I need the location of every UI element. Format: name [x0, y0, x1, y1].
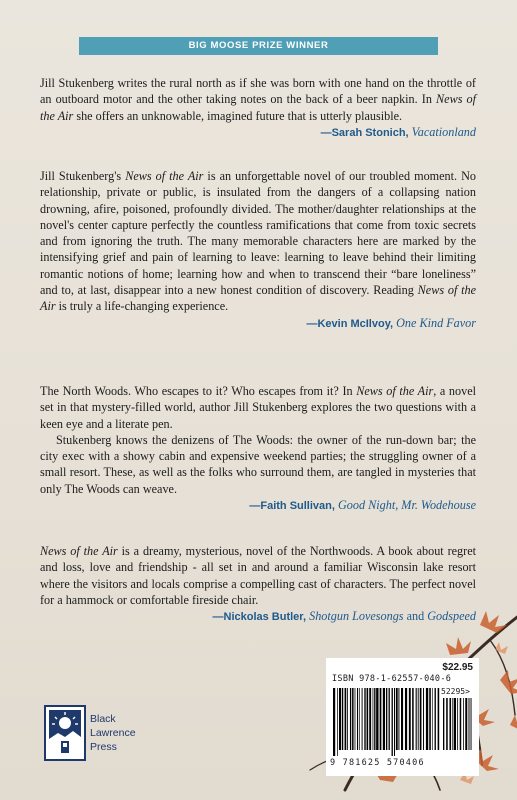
- blurb-sullivan: [40, 383, 476, 514]
- blurb-text-post: , a novel set in that mystery-filled world, author Jill Stukenberg explores the two questions with a keen eye and a literate pen.: [40, 384, 476, 431]
- attribution-author: —Sarah Stonich,: [320, 126, 412, 139]
- barcode-bar: [380, 688, 382, 750]
- barcode-bar: [350, 688, 351, 750]
- barcode-bar: [359, 688, 360, 750]
- barcode-bar: [454, 698, 456, 750]
- barcode-bar: [364, 688, 365, 750]
- barcode-bar: [423, 688, 424, 750]
- attribution-source: Vacationland: [411, 124, 476, 139]
- barcode-bar: [405, 688, 407, 750]
- blurb-stonich: [40, 75, 476, 141]
- book-title: News of the Air: [125, 169, 204, 183]
- barcode-bar: [394, 688, 395, 756]
- barcode-bar: [373, 688, 374, 750]
- barcode-bar: [383, 688, 385, 750]
- barcode-bar: [352, 688, 353, 750]
- addon-barcode: [442, 698, 474, 756]
- blurb-text-post: she offers an unknowable, imagined future that is utterly plausible.: [73, 108, 403, 123]
- barcode-bar: [469, 698, 470, 750]
- barcode-bar: [412, 688, 414, 750]
- barcode-bar: [409, 688, 411, 750]
- barcode-bar: [443, 698, 444, 750]
- barcode-bar: [429, 688, 431, 750]
- attribution-author: —Nickolas Butler,: [212, 611, 310, 624]
- barcode-bar: [460, 698, 462, 750]
- blurb-text-post: is truly a life-changing experience.: [55, 299, 229, 314]
- blurb-mcilvoy: [40, 168, 476, 332]
- blurb-text: [40, 168, 476, 315]
- price: $22.95: [442, 662, 473, 673]
- publisher-line-3: Press: [90, 741, 117, 753]
- price-addon-number: 52295>: [441, 687, 470, 696]
- barcode-bar: [342, 688, 343, 750]
- barcode-bar: [432, 688, 433, 750]
- barcode-bar: [446, 698, 448, 750]
- attribution-and: and: [403, 609, 428, 624]
- barcode-bar: [339, 688, 341, 750]
- barcode-bar: [452, 698, 453, 750]
- blurb-text-body: is a dreamy, mysterious, novel of the Northwoods. A book about regret and loss, love and friendship - all set in and around a familiar Wisconsin lake resort where the visitors and locals comprise a compelling cast of characters. The perfect novel for a hammock or comfortable fireside chair.: [40, 544, 476, 607]
- barcode-bar: [376, 688, 378, 750]
- blurb-text-2: Stukenberg knows the denizens of The Woods: the owner of the run-down bar; the city exec with a showy cabin and expensive weekend parties; the struggling owner of a small resort. These, as well as the folks who surround them, are tangled in mysteries that only The Woods can weave.: [40, 432, 476, 496]
- blurb-text-pre: Jill Stukenberg writes the rural north as if she was born with one hand on the throttle of an outboard motor and the other taking notes on the back of a beer napkin. In: [40, 76, 476, 107]
- barcode-bar: [401, 688, 403, 750]
- isbn: ISBN 978-1-62557-040-6: [332, 674, 452, 684]
- barcode-bar: [392, 688, 393, 756]
- attribution-source: Good Night, Mr. Wodehouse: [337, 498, 476, 513]
- attribution: [321, 124, 476, 141]
- attribution: [40, 497, 476, 514]
- barcode-bar: [396, 688, 398, 750]
- barcode-bar: [438, 688, 440, 750]
- barcode-bar: [418, 688, 419, 750]
- barcode-bar: [362, 688, 363, 750]
- book-title: News of the Air: [40, 544, 118, 558]
- publisher-line-1: Black: [90, 713, 116, 725]
- barcode-bar: [355, 688, 356, 750]
- ean-number: 9 781625 570406: [330, 758, 425, 768]
- barcode-bar: [449, 698, 451, 750]
- barcode-bar: [347, 688, 348, 750]
- black-lawrence-press-logo-icon: [44, 705, 86, 761]
- blurb-text: [40, 75, 477, 139]
- blurb-text-mid: is an unforgettable novel of our troubled moment. No relationship, private or public, is insulated from the dangers of a collapsing nation drowning, afire, poisoned, profoundly divided. The mother/daughter relationships at the novel's center capture perfectly the countless ramifications that come from toxic secrets and from ignoring the truth. The many memorable characters here are marked by the intensifying grief and pain of learning to leave: learning to leave behind their limiting romantic notions of home; learning how and when to transcend their “bare loneliness” and to, at last, disappear into a new honest condition of discovery. Reading: [40, 169, 476, 298]
- barcode-bar: [357, 688, 358, 750]
- blurb-text: [40, 383, 476, 432]
- attribution-author: —Kevin McIlvoy,: [306, 317, 397, 330]
- barcode-bar: [465, 698, 467, 750]
- attribution-source: One Kind Favor: [396, 315, 476, 330]
- barcode-bar: [367, 688, 369, 750]
- blurb-text-pre: The North Woods. Who escapes to it? Who escapes from it? In: [40, 384, 357, 398]
- book-title: News of the Air: [356, 384, 434, 398]
- award-banner: BIG MOOSE PRIZE WINNER: [79, 37, 438, 55]
- barcode-bar: [420, 688, 422, 750]
- attribution-author: —Faith Sullivan,: [249, 500, 338, 513]
- barcode-bar: [416, 688, 417, 750]
- barcode-bar: [471, 698, 472, 750]
- barcode-bar: [389, 688, 390, 750]
- barcode-bar: [463, 698, 464, 750]
- barcode-bar: [369, 688, 371, 750]
- book-title: News of the Air: [40, 283, 476, 314]
- barcode-bar: [435, 688, 436, 750]
- barcode-bar: [333, 688, 335, 756]
- attribution-source: Shotgun Lovesongs: [309, 609, 404, 624]
- ean-barcode: [332, 688, 440, 756]
- attribution-source-2: Godspeed: [427, 609, 476, 624]
- barcode-bar: [398, 688, 399, 750]
- blurb-text-pre: Jill Stukenberg's: [40, 169, 126, 183]
- attribution: [40, 315, 476, 332]
- barcode-box: [326, 658, 479, 776]
- barcode-bar: [374, 688, 375, 750]
- barcode-bar: [386, 688, 387, 750]
- barcode-bar: [337, 688, 338, 756]
- book-title: News of the Air: [40, 92, 477, 123]
- barcode-bar: [426, 688, 428, 750]
- publisher-name: [90, 712, 136, 754]
- barcode-bar: [457, 698, 458, 750]
- barcode-bar: [345, 688, 347, 750]
- publisher-line-2: Lawrence: [90, 727, 136, 739]
